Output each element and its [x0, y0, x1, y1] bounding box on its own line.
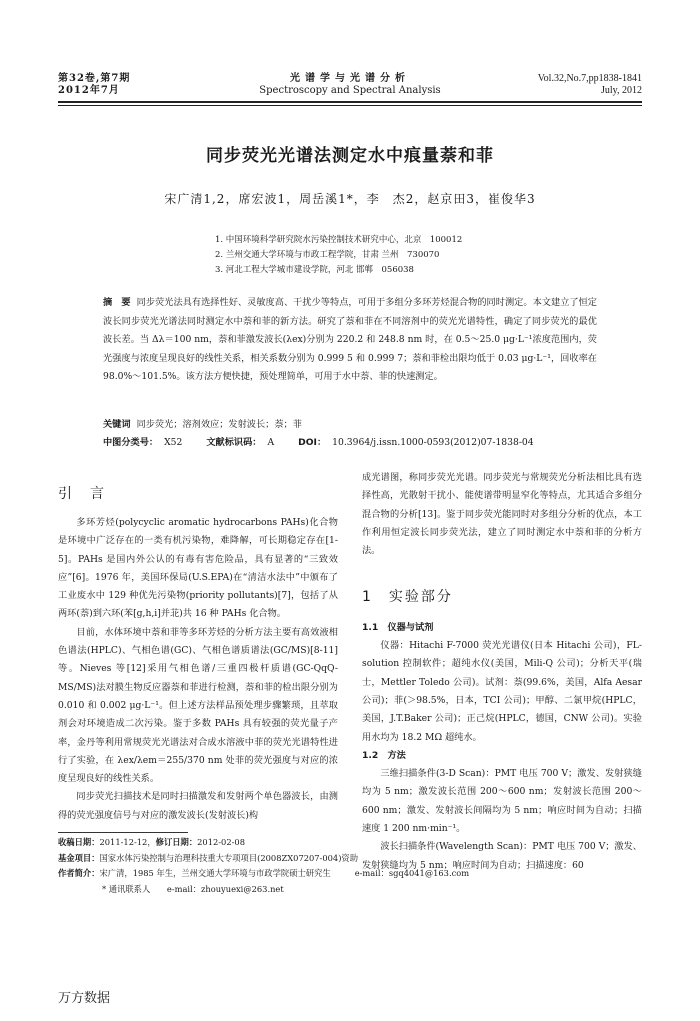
journal-citation-info: [538, 73, 642, 97]
abstract-label: 摘 要: [103, 297, 131, 308]
method-wavelength-scan-paragraph: 波长扫描条件(Wavelength Scan)：PMT 电压 700 V；激发、发射狭缝均为 5 nm；响应时间为自动；扫描速度：60: [362, 841, 642, 871]
watermark-text: 万方数据: [58, 991, 111, 1006]
experimental-heading: 1 实验部分: [362, 589, 453, 606]
fund-line: [58, 851, 642, 867]
revised-label: 修订日期：: [155, 837, 198, 847]
intro-paragraph-2: 目前，水体环境中萘和菲等多环芳烃的分析方法主要有高效液相色谱法(HPLC)、气相色谱(GC)、气相色谱质谱法(GC/MS)[8-11]等。Nieves 等[12]采用气相色谱/三重四极杆质谱(GC-QqQ-MS/MS)法对膜生物反应器萘和菲进行检测，萘和菲的检出限分别为 0.010 和 0.002 μg·L⁻¹。但上述方法样品预处理步骤繁琐，且萃取剂会对环境造成二次污染。鉴于多数 PAHs 具有较强的荧光量子产率，金丹等利用常规荧光光谱法对合成水溶液中菲的荧光光谱特性进行了实验，在 λex/λem＝255/370 nm 处菲的荧光强度与对应的浓度呈现良好的线性关系。: [58, 626, 338, 785]
fund-text: 国家水体污染控制与治理科技重大专项项目(2008ZX07207-004)资助: [99, 852, 359, 863]
paper-title: 同步荧光光谱法测定水中痕量萘和菲: [206, 146, 494, 166]
doc-code-label: 文献标识码：: [206, 437, 262, 448]
subsection-methods: 1.2 方法: [362, 749, 406, 761]
journal-name: [230, 73, 470, 97]
author-list: 宋广清1,2，席宏波1，周岳溪1*，李 杰2，赵京田3，崔俊华3: [164, 192, 536, 206]
subsection-instruments: 1.1 仪器与试剂: [362, 621, 434, 633]
abstract-text: 同步荧光法具有选择性好、灵敏度高、干扰少等特点，可用于多组分多环芳烃混合物的同时测定。本文建立了恒定波长同步荧光光谱法同时测定水中萘和菲的新方法。研究了萘和菲在不同溶剂中的荧光光谱特性，确定了同步荧光的最优波长差。当 Δλ＝100 nm，萘和菲激发波长(λex)分别为 220.2 和 248.8 nm 时，在 0.5～25.0 μg·L⁻¹浓度范围内，荧光强度与浓度呈现良好的线性关系，相关系数分别为 0.999 5 和 0.999 7；萘和菲检出限均低于 0.03 μg·L⁻¹，回收率在 98.0%～101.5%。该方法方便快捷，预处理简单，可用于水中萘、菲的快速测定。: [103, 297, 597, 382]
journal-volume-info: [58, 73, 130, 97]
affiliations: [215, 233, 462, 278]
clc-code: X52: [164, 437, 183, 448]
intro-paragraph-4: 成光谱图，称同步荧光光谱。同步荧光与常规荧光分析法相比具有选择性高，光散射干扰小、能使谱带明显窄化等特点，尤其适合多组分混合物的分析[13]。鉴于同步荧光能同时对多组分分析的优点，本工作利用恒定波长同步荧光法，建立了同时测定水中萘和菲的分析方法。: [362, 472, 642, 557]
doc-code: A: [267, 437, 275, 448]
volume-issue: 第32卷,第7期: [58, 73, 131, 84]
classification-line: [103, 434, 597, 452]
revised-date: 2012-02-08: [197, 837, 245, 847]
dates-line: [58, 835, 642, 851]
doi-value: 10.3964/j.issn.1000-0593(2012)07-1838-04: [332, 437, 534, 448]
volume-pages: Vol.32,No.7,pp1838-1841: [537, 73, 642, 84]
corresponding-author: * 通讯联系人 e-mail：zhouyuexi@263.net: [102, 883, 284, 894]
method-3d-scan-paragraph: 三维扫描条件(3-D Scan)：PMT 电压 700 V；激发、发射狭缝均为 5 nm；激发波长范围 200～600 nm；发射波长范围 200～600 nm；激发、发射波长间隔均为 5 nm；响应时间为自动；扫描速度 1 200 nm·min⁻¹。: [362, 768, 642, 835]
author-email: e-mail：sgq4041@163.com: [354, 868, 470, 878]
doi-label: DOI：: [298, 437, 327, 448]
author-bio-label: 作者简介：: [58, 868, 100, 878]
keywords-text: 同步荧光；溶剂效应；发射波长；萘；菲: [136, 419, 302, 430]
footnote-rule: [58, 832, 188, 833]
clc-label: 中图分类号：: [103, 437, 159, 448]
issue-month: July, 2012: [600, 85, 642, 96]
issue-date: 2012年7月: [58, 85, 120, 96]
journal-name-en: Spectroscopy and Spectral Analysis: [259, 85, 441, 96]
received-date: 2011-12-12，: [99, 837, 156, 847]
keywords-line: [103, 416, 597, 434]
keywords-block: [103, 416, 597, 452]
fund-label: 基金项目：: [58, 852, 100, 863]
intro-paragraph-3: 同步荧光扫描技术是同时扫描激发和发射两个单色器波长，由测得的荧光强度信号与对应的激发波长(发射波长)构: [58, 791, 338, 821]
author-bio: 宋广清，1985 年生，兰州交通大学环境与市政学院硕士研究生: [99, 868, 331, 878]
header-rule-thick: [58, 101, 642, 103]
corresponding-line: [58, 882, 642, 898]
intro-column-left: [58, 514, 338, 825]
header-rule-thin: [58, 105, 642, 106]
right-column: [362, 469, 642, 875]
footnotes: [58, 835, 642, 897]
journal-name-cn: 光谱学与光谱分析: [290, 73, 410, 84]
affiliation-3: 3. 河北工程大学城市建设学院，河北 邯郸 056038: [215, 265, 414, 275]
author-bio-line: [58, 866, 642, 882]
received-label: 收稿日期：: [58, 837, 100, 847]
intro-heading: 引 言: [58, 486, 106, 502]
abstract: [103, 294, 597, 387]
affiliation-2: 2. 兰州交通大学环境与市政工程学院，甘肃 兰州 730070: [215, 250, 440, 260]
intro-paragraph-1: 多环芳烃(polycyclic aromatic hydrocarbons PAHs)化合物是环境中广泛存在的一类有机污染物，难降解，可长期稳定存在[1-5]。PAHs 是国内外公认的有毒有害危险品，具有显著的“三致效应”[6]。1976 年，美国环保局(U.S.EPA)在“清洁水法中”中颁布了工业废水中 129 种优先污染物(priority pollutants)[7]，包括了从两环(萘)到六环(苯[g,h,i]并苝)共 16 种 PAHs 化合物。: [58, 517, 338, 620]
affiliation-1: 1. 中国环境科学研究院水污染控制技术研究中心，北京 100012: [215, 235, 463, 245]
instruments-paragraph: 仪器：Hitachi F-7000 荧光光谱仪(日本 Hitachi 公司)，FL-solution 控制软件；超纯水仪(美国，Mili-Q 公司)；分析天平(瑞士，Mettler Toledo 公司)。试剂：萘(99.6%，美国，Alfa Aesar 公司)；菲(＞98.5%，日本，TCI 公司)；甲醇、二氯甲烷(HPLC，美国，J.T.Baker 公司)；正己烷(HPLC，德国，CNW 公司)。实验用水均为 18.2 MΩ 超纯水。: [362, 640, 642, 743]
keywords-label: 关键词: [103, 419, 131, 430]
